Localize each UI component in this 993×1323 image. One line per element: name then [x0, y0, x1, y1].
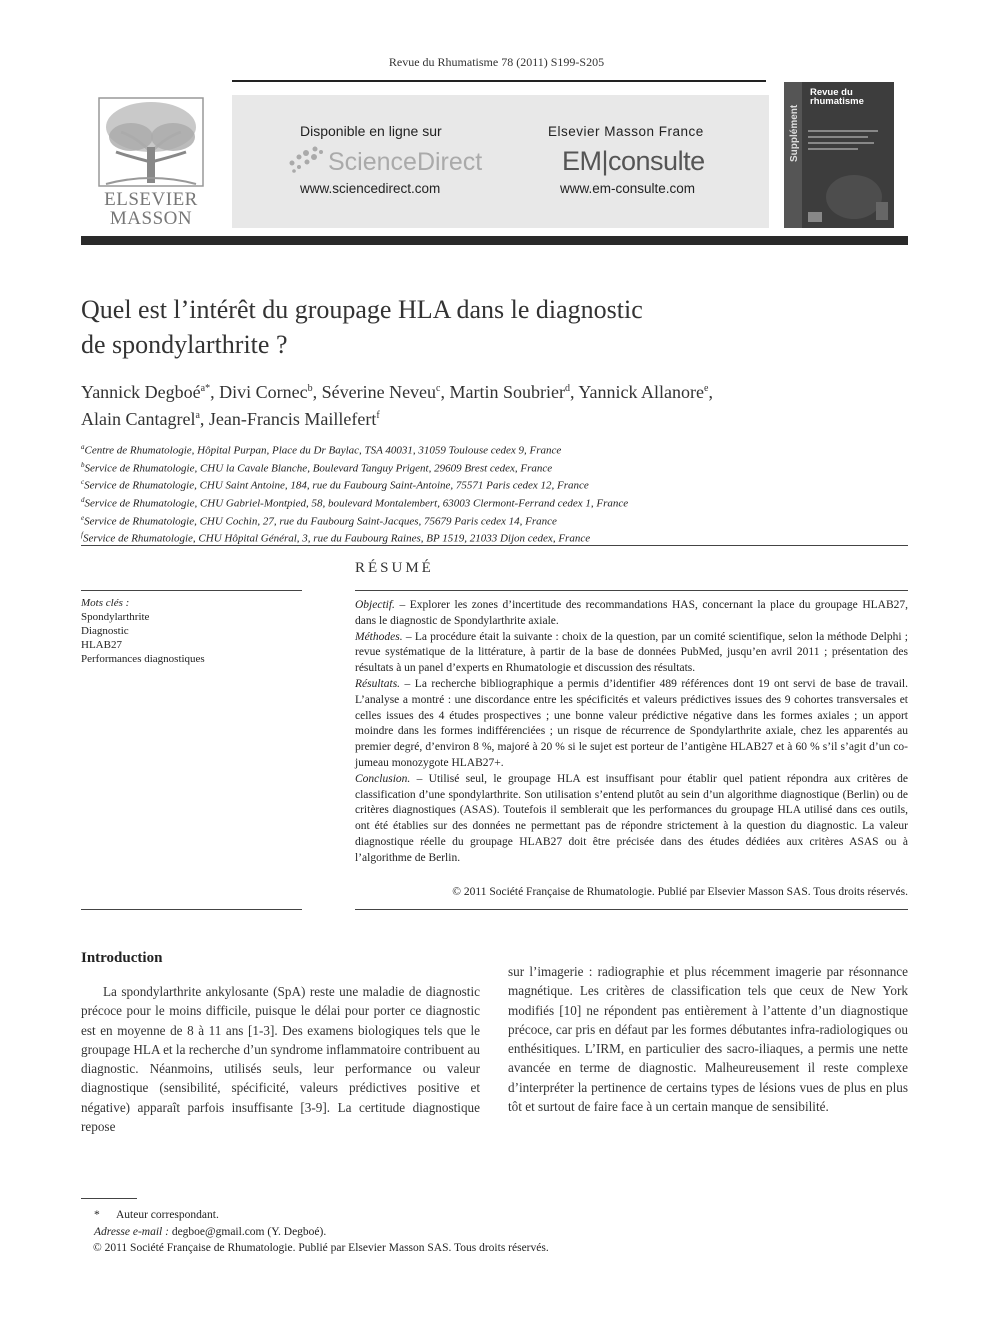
keywords-box — [81, 596, 302, 666]
header-thick-rule — [81, 236, 908, 245]
article-title-line-1: Quel est l’intérêt du groupage HLA dans le diagnostic — [81, 295, 643, 324]
affiliation: $^f$Service de Rhumatologie, CHU Hôpital Général, 3, rue du Faubourg Raines, BP 1519, 21033 Dijon cedex, France — [81, 531, 591, 545]
author: Yannick Degboé$^{a*}$, — [81, 382, 220, 402]
footnote-copyright: © 2011 Société Française de Rhumatologie. Publié par Elsevier Masson SAS. Tous droits réservés. — [93, 1242, 549, 1254]
journal-reference: Revue du Rhumatisme 78 (2011) S199-S205 — [388, 55, 605, 69]
keyword: Spondylarthrite — [81, 611, 150, 623]
keywords-title: Mots clés : — [81, 597, 130, 609]
emconsulte-logo-em: EM — [562, 146, 602, 176]
elsevier-masson-wordmark: ELSEVIER MASSON — [104, 189, 198, 229]
affiliation: $^b$Service de Rhumatologie, CHU la Cavale Blanche, Boulevard Tanguy Prigent, 29609 Brest cedex, France — [81, 460, 553, 475]
keywords-bottom-rule — [81, 909, 302, 910]
sciencedirect-url[interactable]: www.sciencedirect.com — [300, 181, 441, 196]
em-publisher-name: Elsevier Masson France — [548, 124, 704, 139]
keyword: HLAB27 — [81, 639, 122, 651]
sciencedirect-logo-text: ScienceDirect — [328, 148, 483, 176]
header-rule — [232, 80, 766, 82]
author: Alain Cantagrel$^a$, — [81, 409, 209, 429]
abstract-conclusion: Conclusion. – Utilisé seul, le groupage HLA est insuffisant pour établir quel patient répondra aux critères de classification d’une spondylarthrite. Son utilisation s’entend plutôt au sein d’un algorithme diagnostique (Berlin) ou de critères diagnostiques (ASAS). Toutefois il semblerait que les performances du groupage HLA utilisé dans ces outils, ont été établies sur des données ne permettant pas de répondre strictement à la question du diagnostic. La valeur diagnostique réelle du groupage HLAB27 doit être précisée dans des études dédiées aux critères ASAS ou à l’algorithme de Berlin. — [355, 772, 908, 864]
abstract-body — [355, 598, 908, 867]
keyword: Diagnostic — [81, 625, 129, 637]
article-title-line-2: de spondylarthrite ? — [81, 330, 288, 359]
abstract-results: Résultats. – La recherche bibliographique a permis d’identifier 489 références dont 19 ont servi de base de travail. L’analyse a montré : une discordance entre les spécificités et valeurs prédictives issues des 9 cohortes transversales et celles issues des 4 études prospectives ; une bonne valeur prédictive négative dans les formes axiales ; un apport moindre dans les formes indifférenciées ; un risque de récurrence de Spondylarthrite axiale, chez les apparentés au premier degré, d’environ 8 %, majoré à 20 % si le sujet est porteur de l’antigène HLAB27 et à 60 % s’il s’agit d’un co-jumeau monozygote HLAB27+. — [355, 677, 908, 769]
footnote-email: Adresse e-mail : degboe@gmail.com (Y. Degboé). — [94, 1225, 327, 1238]
footnote-rule — [81, 1198, 137, 1199]
author: Jean-Francis Maillefert$^f$ — [208, 409, 380, 429]
affiliations-divider — [81, 545, 908, 546]
introduction-column-2: sur l’imagerie : radiographie et plus récemment imagerie par résonnance magnétique. Les critères de classification tels que ceux de New York modifiés [10] ne répondent pas entièrement à l’attente d’un diagnostique précoce, car pris en défaut par les formes débutantes infra-radiologiques ou enthésitiques. L’IRM, en particulier des sacro-iliaques, a permis une nette avancée en terme de diagnostic. Malheureusement il reste complexe d’interpréter la pertinence de certains types de lésions vues de plus en plus tôt et surtout de faire face à un certain manque de sensibilité. — [508, 964, 908, 1115]
footnote-corresponding-author: * Auteur correspondant. — [94, 1207, 894, 1224]
author: Séverine Neveu$^c$, — [321, 382, 450, 402]
cover-supplement-badge: Supplément — [789, 104, 800, 162]
abstract-heading: RÉSUMÉ — [355, 560, 434, 576]
abstract-top-rule — [355, 590, 908, 591]
affiliation: $^c$Service de Rhumatologie, CHU Saint Antoine, 184, rue du Faubourg Saint-Antoine, 75571 Paris cedex 12, France — [81, 478, 589, 492]
article-title — [81, 292, 841, 362]
emconsulte-logo-consulte: consulte — [608, 146, 705, 176]
abstract-objective: Objectif. – Explorer les zones d’incertitude des recommandations HAS, concernant la place du groupage HLAB27, dans le diagnostic de Spondylarthrite axiale. — [355, 599, 908, 627]
emconsulte-logo[interactable]: EM|consulte — [562, 146, 705, 176]
footnotes — [94, 1207, 894, 1257]
abstract-bottom-rule — [355, 909, 908, 910]
emconsulte-url[interactable]: www.em-consulte.com — [560, 181, 696, 196]
sciencedirect-available-text: Disponible en ligne sur — [300, 123, 442, 139]
author-list — [81, 377, 901, 431]
abstract-methods: Méthodes. – La procédure était la suivante : choix de la question, par un comité scientifique, selon la méthode Delphi ; revue systématique de la littérature, à partir de la base de données PubMed, jusqu’en avril 2011 ; présentation des résultats à un panel d’experts en Rhumatologie et discussion des résultats. — [355, 630, 908, 675]
keywords-top-rule — [81, 590, 302, 591]
affiliation-list — [81, 440, 901, 546]
footnote-marker: * — [94, 1209, 100, 1221]
author-email[interactable]: degboe@gmail.com (Y. Degboé). — [168, 1225, 327, 1238]
introduction-column-1: La spondylarthrite ankylosante (SpA) reste une maladie de diagnostic précoce pour le moins difficile, puisque le délai pour porter ce diagnostic est en moyenne de 8 à 11 ans [1-3]. Des examens biologiques tels que le groupage HLA et la recherche d’un syndrome inflammatoire contribuent au diagnostic. Néanmoins, utilisés seuls, leur performance ou valeur diagnostique (sensibilité, spécificité, valeurs prédictives positive et négative) apparaît parfois insuffisante [3-9]. La certitude diagnostique repose — [81, 984, 480, 1135]
affiliation: $^d$Service de Rhumatologie, CHU Gabriel-Montpied, 58, boulevard Montalembert, 63003 Clermont-Ferrand cedex 1, France — [81, 495, 629, 510]
author: Divi Cornec$^b$, — [219, 382, 322, 402]
affiliation: $^e$Service de Rhumatologie, CHU Cochin, 27, rue du Faubourg Saint-Jacques, 75679 Paris cedex 14, France — [81, 513, 557, 528]
affiliation: $^a$Centre de Rhumatologie, Hôpital Purpan, Place du Dr Baylac, TSA 40031, 31059 Toulouse cedex 9, France — [81, 443, 562, 457]
abstract-copyright: © 2011 Société Française de Rhumatologie. Publié par Elsevier Masson SAS. Tous droits réservés. — [452, 886, 908, 898]
keyword: Performances diagnostiques — [81, 653, 205, 665]
author: Yannick Allanore$^e$, — [578, 382, 713, 402]
section-heading-introduction: Introduction — [81, 950, 163, 966]
sciencedirect-logo[interactable] — [284, 143, 484, 179]
author: Martin Soubrier$^d$, — [449, 382, 579, 402]
cover-journal-title: Revue du rhumatisme — [810, 87, 864, 107]
